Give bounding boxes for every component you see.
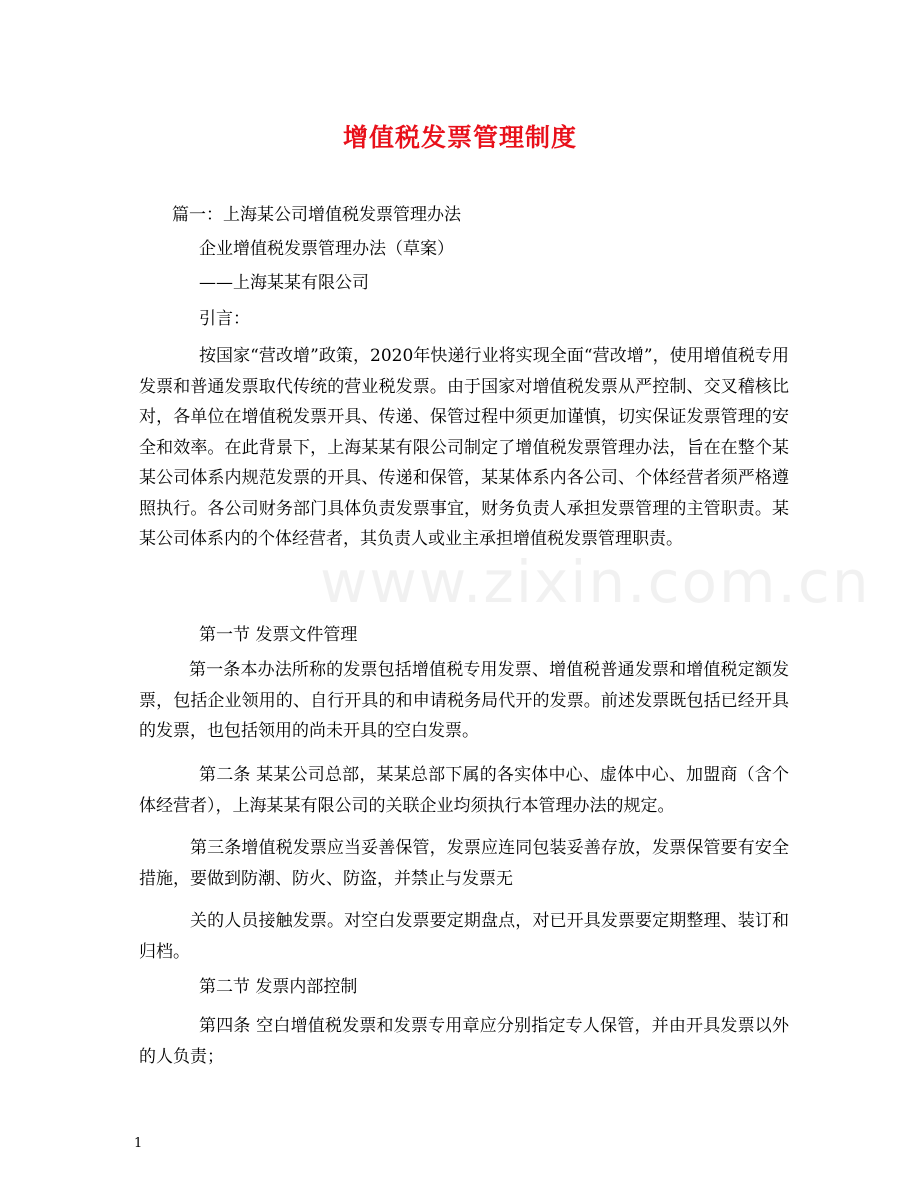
article-4: 第四条 空白增值税发票和发票专用章应分别指定专人保管，并由开具发票以外的人负责； (139, 1016, 789, 1067)
article-2: 第二条 某某公司总部，某某总部下属的各实体中心、虚体中心、加盟商（含个体经营者），上海某某有限公司的关联企业均须执行本管理办法的规定。 (139, 765, 789, 816)
company-line: ——上海某某有限公司 (199, 273, 369, 293)
article-1: 第一条本办法所称的发票包括增值税专用发票、增值税普通发票和增值税定额发票，包括企业领用的、自行开具的和申请税务局代开的发票。前述发票既包括已经开具的发票，也包括领用的尚未开具的空白发票。 (139, 660, 789, 741)
intro-paragraph: 按国家“营改增”政策，2020年快递行业将实现全面“营改增”，使用增值税专用发票和普通发票取代传统的营业税发票。由于国家对增值税发票从严控制、交叉稽核比对，各单位在增值税发票开具、传递、保管过程中须更加谨慎，切实保证发票管理的安全和效率。在此背景下，上海某某有限公司制定了增值税发票管理办法，旨在在整个某某公司体系内规范发票的开具、传递和保管，某某体系内各公司、个体经营者须严格遵照执行。各公司财务部门具体负责发票事宜，财务负责人承担发票管理的主管职责。某某公司体系内的个体经营者，其负责人或业主承担增值税发票管理职责。 (139, 346, 789, 549)
article-3-part1: 第三条增值税发票应当妥善保管，发票应连同包装妥善存放，发票保管要有安全措施，要做到防潮、防火、防盗，并禁止与发票无 (139, 838, 789, 889)
page-number: 1 (134, 1136, 143, 1151)
intro-label: 引言： (199, 309, 250, 329)
section1-heading: 第一节 发票文件管理 (199, 625, 358, 645)
section-heading: 篇一：上海某公司增值税发票管理办法 (172, 205, 461, 225)
article-3-part2: 关的人员接触发票。对空白发票要定期盘点，对已开具发票要定期整理、装订和归档。 (139, 911, 789, 962)
watermark: www.zixin.com.cn (320, 548, 871, 616)
document-title: 增值税发票管理制度 (342, 123, 577, 152)
subtitle: 企业增值税发票管理办法（草案） (199, 239, 454, 259)
section2-heading: 第二节 发票内部控制 (199, 977, 358, 997)
